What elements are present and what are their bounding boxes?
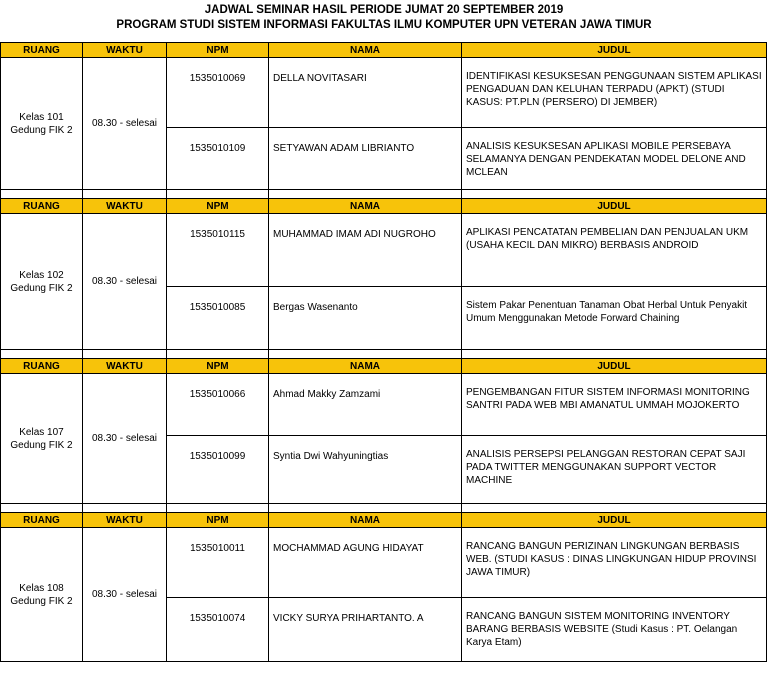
judul-cell: APLIKASI PENCATATAN PEMBELIAN DAN PENJUALAN UKM (USAHA KECIL DAN MIKRO) BERBASIS ANDROID (462, 214, 767, 287)
col-header-nama: NAMA (269, 199, 462, 214)
judul-cell: PENGEMBANGAN FITUR SISTEM INFORMASI MONITORING SANTRI PADA WEB MBI AMANATUL UMMAH MOJOKERTO (462, 374, 767, 436)
npm-cell: 1535010074 (167, 598, 269, 662)
col-header-ruang: RUANG (1, 513, 83, 528)
col-header-nama: NAMA (269, 513, 462, 528)
npm-cell: 1535010099 (167, 436, 269, 504)
col-header-waktu: WAKTU (83, 359, 167, 374)
ruang-cell (1, 528, 83, 662)
schedule-sheet (0, 42, 768, 662)
npm-cell: 1535010115 (167, 214, 269, 287)
nama-cell: DELLA NOVITASARI (269, 58, 462, 128)
header-row (1, 513, 767, 528)
judul-cell: ANALISIS KESUKSESAN APLIKASI MOBILE PERSEBAYA SELAMANYA DENGAN PENDEKATAN MODEL DELONE AND MCLEAN (462, 128, 767, 190)
ruang-building: Gedung FIK 2 (10, 439, 73, 451)
nama-cell: SETYAWAN ADAM LIBRIANTO (269, 128, 462, 190)
col-header-ruang: RUANG (1, 199, 83, 214)
col-header-ruang: RUANG (1, 359, 83, 374)
header-row (1, 43, 767, 58)
judul-cell: RANCANG BANGUN PERIZINAN LINGKUNGAN BERBASIS WEB. (STUDI KASUS : DINAS LINGKUNGAN HIDUP PROVINSI JAWA TIMUR) (462, 528, 767, 598)
ruang-building: Gedung FIK 2 (10, 595, 73, 607)
nama-cell: Syntia Dwi Wahyuningtias (269, 436, 462, 504)
npm-cell: 1535010085 (167, 287, 269, 350)
ruang-building: Gedung FIK 2 (10, 124, 73, 136)
col-header-nama: NAMA (269, 43, 462, 58)
schedule-table (0, 42, 767, 662)
col-header-npm: NPM (167, 43, 269, 58)
npm-cell: 1535010069 (167, 58, 269, 128)
waktu-cell: 08.30 - selesai (83, 528, 167, 662)
waktu-cell: 08.30 - selesai (83, 374, 167, 504)
col-header-npm: NPM (167, 359, 269, 374)
waktu-cell: 08.30 - selesai (83, 214, 167, 350)
col-header-judul: JUDUL (462, 513, 767, 528)
table-row (1, 374, 767, 436)
npm-cell: 1535010109 (167, 128, 269, 190)
table-row (1, 528, 767, 598)
header-row (1, 199, 767, 214)
npm-cell: 1535010011 (167, 528, 269, 598)
ruang-room: Kelas 101 (19, 111, 64, 123)
nama-cell: Ahmad Makky Zamzami (269, 374, 462, 436)
ruang-room: Kelas 107 (19, 426, 64, 438)
header-row (1, 359, 767, 374)
ruang-building: Gedung FIK 2 (10, 282, 73, 294)
col-header-ruang: RUANG (1, 43, 83, 58)
col-header-nama: NAMA (269, 359, 462, 374)
ruang-cell (1, 58, 83, 190)
spacer-row (1, 350, 767, 359)
nama-cell: VICKY SURYA PRIHARTANTO. A (269, 598, 462, 662)
title-line-2: PROGRAM STUDI SISTEM INFORMASI FAKULTAS ILMU KOMPUTER UPN VETERAN JAWA TIMUR (116, 19, 652, 31)
ruang-cell (1, 374, 83, 504)
table-row (1, 214, 767, 287)
nama-cell: Bergas Wasenanto (269, 287, 462, 350)
nama-cell: MUHAMMAD IMAM ADI NUGROHO (269, 214, 462, 287)
ruang-room: Kelas 108 (19, 582, 64, 594)
nama-cell: MOCHAMMAD AGUNG HIDAYAT (269, 528, 462, 598)
spacer-row (1, 504, 767, 513)
judul-cell: RANCANG BANGUN SISTEM MONITORING INVENTORY BARANG BERBASIS WEBSITE (Studi Kasus : PT. Oelangan Karya Etam) (462, 598, 767, 662)
judul-cell: ANALISIS PERSEPSI PELANGGAN RESTORAN CEPAT SAJI PADA TWITTER MENGGUNAKAN SUPPORT VECTOR MACHINE (462, 436, 767, 504)
col-header-npm: NPM (167, 513, 269, 528)
ruang-cell (1, 214, 83, 350)
col-header-waktu: WAKTU (83, 43, 167, 58)
spacer-row (1, 190, 767, 199)
col-header-judul: JUDUL (462, 43, 767, 58)
col-header-judul: JUDUL (462, 359, 767, 374)
judul-cell: IDENTIFIKASI KESUKSESAN PENGGUNAAN SISTEM APLIKASI PENGADUAN DAN KELUHAN TERPADU (APKT) (STUDI KASUS: PT.PLN (PERSERO) DI JEMBER) (462, 58, 767, 128)
col-header-waktu: WAKTU (83, 199, 167, 214)
col-header-waktu: WAKTU (83, 513, 167, 528)
col-header-judul: JUDUL (462, 199, 767, 214)
judul-cell: Sistem Pakar Penentuan Tanaman Obat Herbal Untuk Penyakit Umum Menggunakan Metode Forward Chaining (462, 287, 767, 350)
title-line-1: JADWAL SEMINAR HASIL PERIODE JUMAT 20 SEPTEMBER 2019 (204, 4, 564, 16)
col-header-npm: NPM (167, 199, 269, 214)
table-row (1, 58, 767, 128)
ruang-room: Kelas 102 (19, 269, 64, 281)
waktu-cell: 08.30 - selesai (83, 58, 167, 190)
npm-cell: 1535010066 (167, 374, 269, 436)
